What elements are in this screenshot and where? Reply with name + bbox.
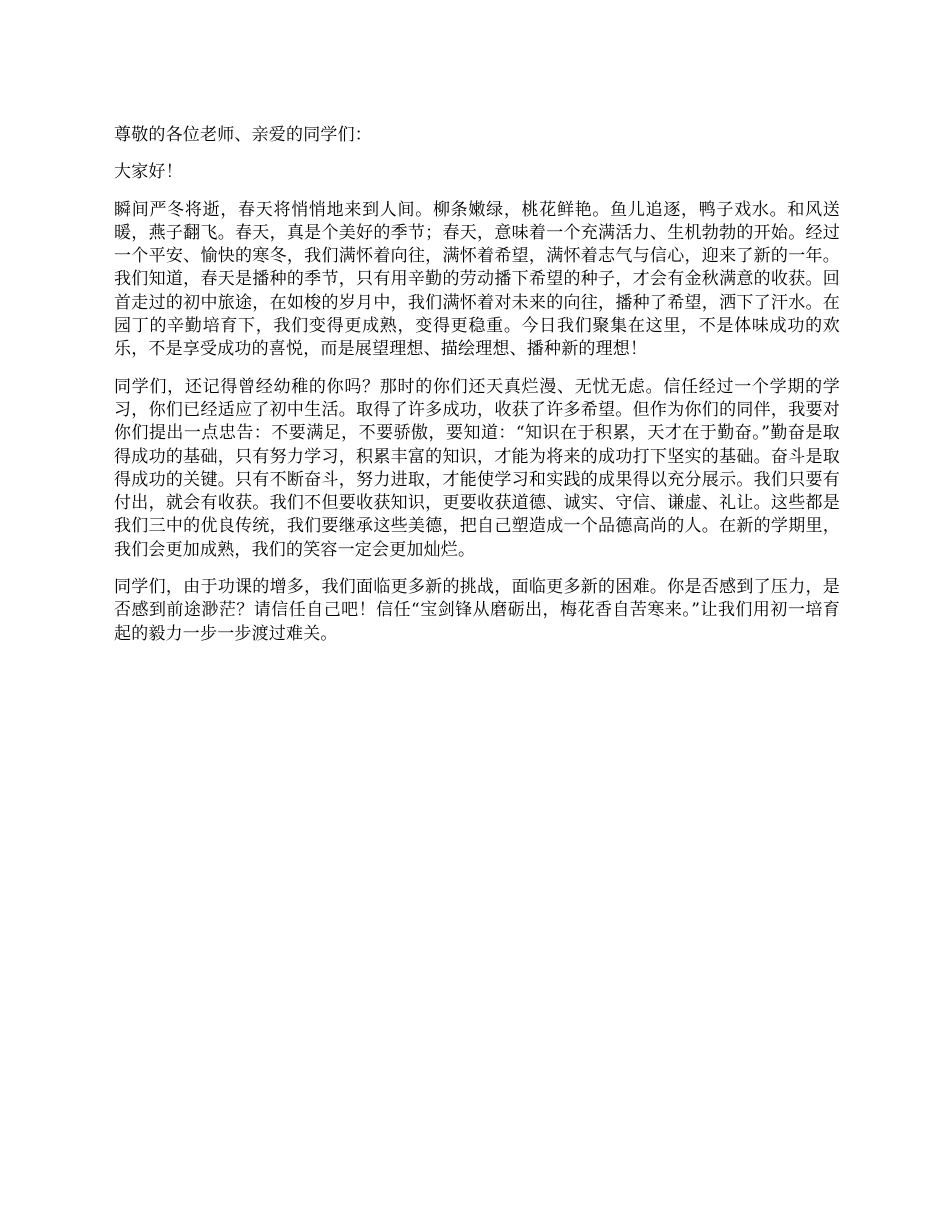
paragraph-advice: 同学们，还记得曾经幼稚的你吗？那时的你们还天真烂漫、无忧无虑。信任经过一个学期的学习，你们已经适应了初中生活。取得了许多成功，收获了许多希望。但作为你们的同伴，我要对你们提出一点忠告：不要满足，不要骄傲，要知道：“知识在于积累，天才在于勤奋。”勤奋是取得成功的基础，只有努力学习，积累丰富的知识，才能为将来的成功打下坚实的基础。奋斗是取得成功的关键。只有不断奋斗，努力进取，才能使学习和实践的成果得以充分展示。我们只要有付出，就会有收获。我们不但要收获知识，更要收获道德、诚实、守信、谦虚、礼让。这些都是我们三中的优良传统，我们要继承这些美德，把自己塑造成一个品德高尚的人。在新的学期里，我们会更加成熟，我们的笑容一定会更加灿烂。 <box>114 376 840 560</box>
salutation: 尊敬的各位老师、亲爱的同学们： <box>114 125 372 145</box>
greeting: 大家好！ <box>114 162 183 183</box>
paragraph-spring: 瞬间严冬将逝，春天将悄悄地来到人间。柳条嫩绿，桃花鲜艳。鱼儿追逐，鸭子戏水。和风送暖，燕子翻飞。春天，真是个美好的季节；春天，意味着一个充满活力、生机勃勃的开始。经过一个平安、愉快的寒冬，我们满怀着向往，满怀着希望，满怀着志气与信心，迎来了新的一年。我们知道，春天是播种的季节，只有用辛勤的劳动播下希望的种子，才会有金秋满意的收获。回首走过的初中旅途，在如梭的岁月中，我们满怀着对未来的向往，播种了希望，洒下了汗水。在园丁的辛勤培育下，我们变得更成熟，变得更稳重。今日我们聚集在这里，不是体味成功的欢乐，不是享受成功的喜悦，而是展望理想、描绘理想、播种新的理想！ <box>114 199 840 360</box>
document-body <box>114 124 840 660</box>
paragraph-challenges: 同学们，由于功课的增多，我们面临更多新的挑战，面临更多新的困难。你是否感到了压力，是否感到前途渺茫？请信任自己吧！信任“宝剑锋从磨砺出，梅花香自苦寒来。”让我们用初一培育起的毅力一步一步渡过难关。 <box>114 577 840 644</box>
